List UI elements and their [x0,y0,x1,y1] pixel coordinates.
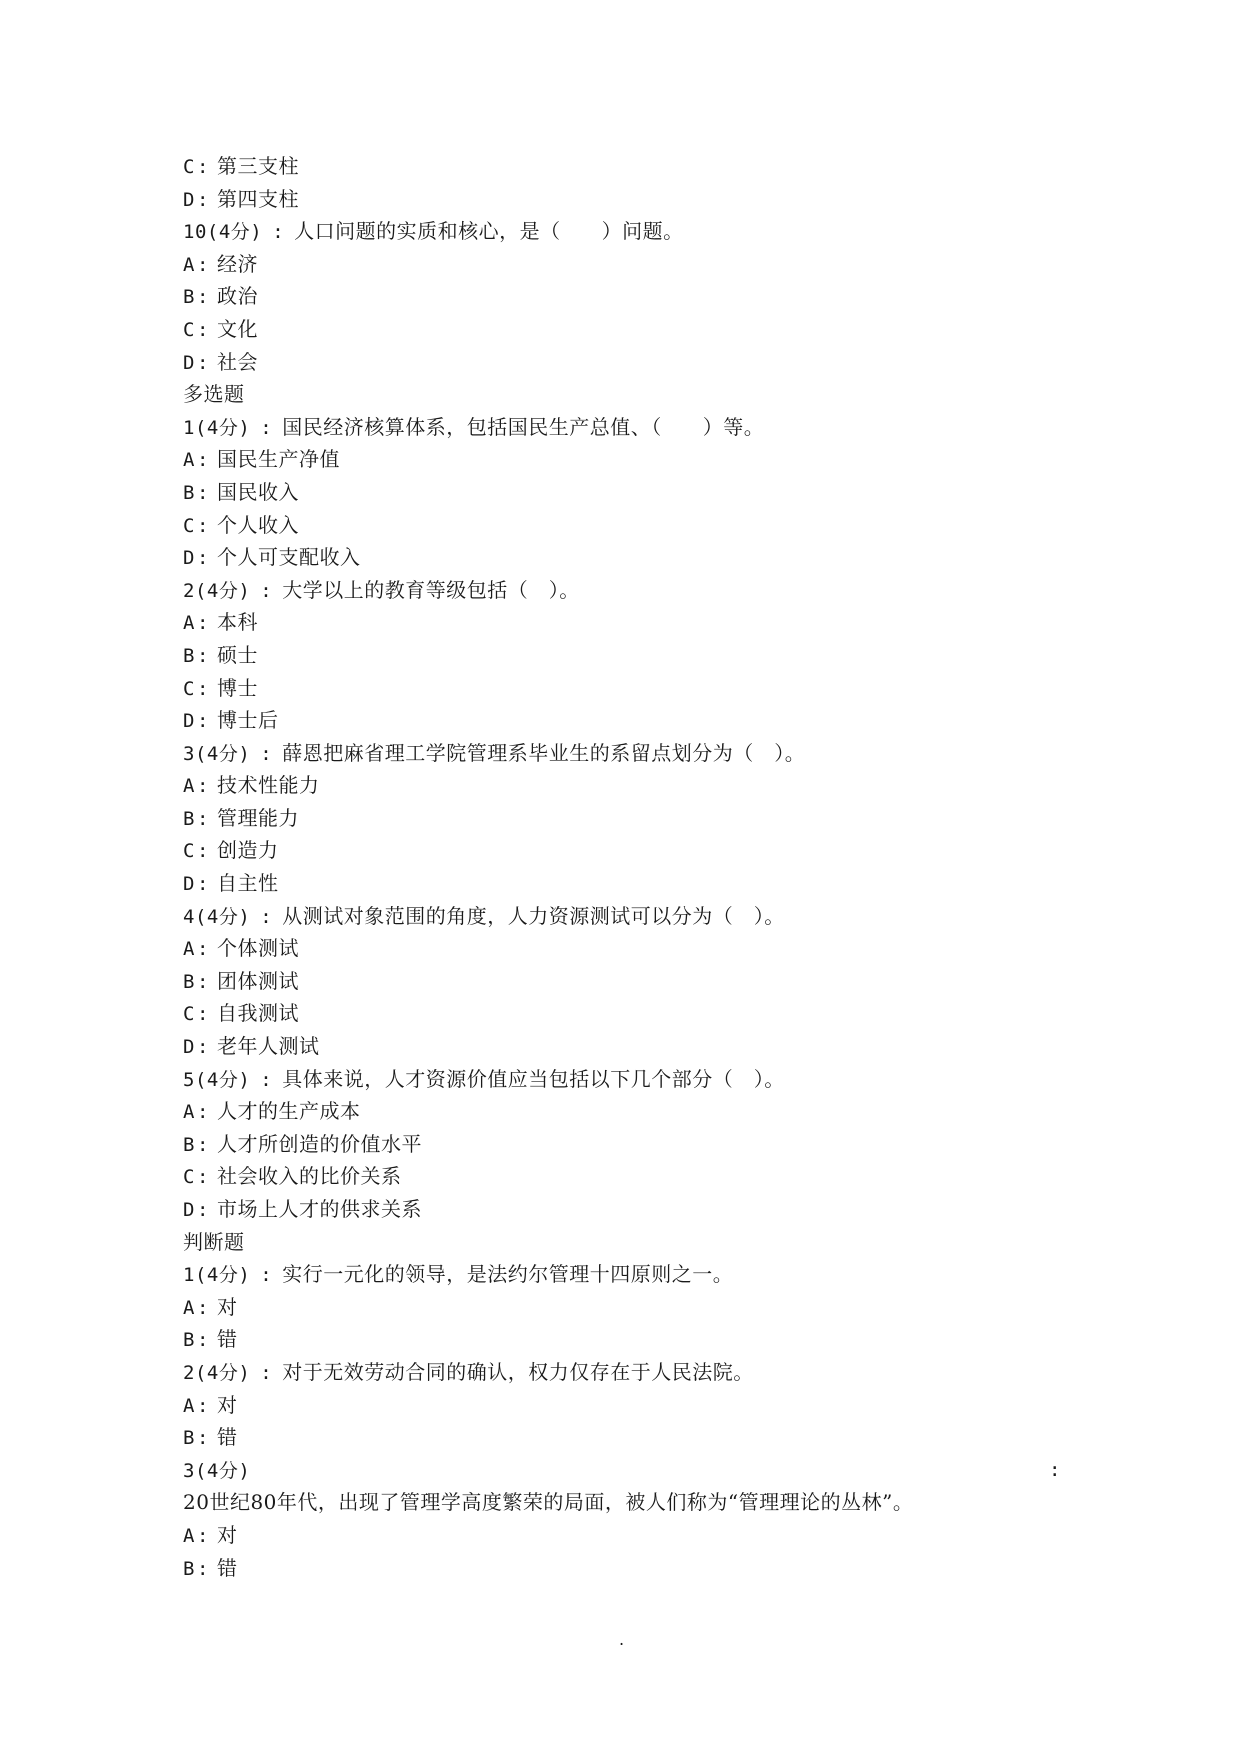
option-b [183,1128,1063,1161]
option-b [183,1552,1063,1585]
option-b [183,280,1063,313]
option-separator: : [197,351,209,374]
question-number: 10 [183,221,207,244]
question-judge-3 [183,1454,1063,1487]
question-separator: : [260,1068,273,1091]
option-letter: C [183,1003,195,1026]
option-text: 老年人测试 [217,1034,320,1059]
option-text: 自主性 [217,871,279,896]
option-a [183,1095,1063,1128]
option-separator: : [197,1166,209,1189]
question-number: 2 [183,1361,195,1384]
page-marker: . [619,1630,625,1649]
option-separator: : [197,873,209,896]
question-multi-1 [183,411,1063,444]
question-multi-4 [183,900,1063,933]
option-text: 错 [217,1425,238,1450]
option-letter: A [183,1524,195,1547]
question-multi-3 [183,737,1063,770]
option-d [183,704,1063,737]
question-text: 具体来说，人才资源价值应当包括以下几个部分（ ）。 [282,1066,785,1091]
option-separator: : [197,1036,209,1059]
question-text-wrapped: 20世纪80年代，出现了管理学高度繁荣的局面，被人们称为“管理理论的丛林”。 [183,1490,914,1515]
option-b [183,965,1063,998]
option-text: 错 [217,1555,238,1580]
option-letter: D [183,188,195,211]
option-separator: : [197,1296,209,1319]
option-c [183,672,1063,705]
option-letter: D [183,1199,195,1221]
question-separator: : [260,905,273,928]
option-letter: B [183,286,195,309]
option-text: 错 [217,1327,238,1352]
question-number: 1 [183,1264,195,1287]
option-letter: B [183,807,195,830]
option-c [183,313,1063,346]
option-d [183,541,1063,574]
option-letter: B [183,481,195,504]
option-a [183,606,1063,639]
question-separator: : [260,742,273,765]
question-text: 薛恩把麻省理工学院管理系毕业生的系留点划分为（ ）。 [282,740,806,765]
question-score: (4分) [206,221,263,244]
question-score: (4分) [194,1361,251,1384]
option-text: 文化 [217,316,258,341]
option-b [183,476,1063,509]
option-c [183,150,1063,183]
question-number: 3 [183,742,195,765]
option-separator: : [197,1003,209,1026]
option-separator: : [197,156,209,178]
option-letter: C [183,514,195,537]
question-score: (4分) [194,416,251,439]
question-text: 实行一元化的领导，是法约尔管理十四原则之一。 [282,1262,734,1287]
question-separator: : [260,1264,273,1287]
option-separator: : [197,644,209,667]
question-number: 1 [183,416,195,439]
option-separator: : [197,1427,209,1450]
option-c [183,997,1063,1030]
option-separator: : [197,318,209,341]
option-b [183,639,1063,672]
option-letter: D [183,547,195,570]
option-a [183,1291,1063,1324]
option-letter: A [183,253,195,276]
question-number: 4 [183,905,195,928]
option-separator: : [197,1394,209,1417]
question-separator: : [1049,1458,1061,1481]
option-letter: D [183,710,195,733]
option-a [183,443,1063,476]
option-letter: B [183,1557,195,1580]
option-text: 个人收入 [217,512,299,537]
option-b [183,1323,1063,1356]
question-text: 从测试对象范围的角度，人力资源测试可以分为（ ）。 [282,903,785,928]
option-text: 自我测试 [217,1001,299,1026]
option-letter: A [183,1101,195,1124]
option-letter: A [183,1394,195,1417]
option-d [183,867,1063,900]
option-separator: : [197,1557,209,1580]
question-text: 大学以上的教育等级包括（ ）。 [282,577,580,602]
option-letter: B [183,1427,195,1450]
option-text: 个体测试 [217,936,299,961]
option-letter: A [183,449,195,472]
option-a [183,248,1063,281]
question-score: (4分) [194,1459,251,1482]
option-letter: B [183,644,195,667]
question-score: (4分) [194,1068,251,1091]
option-letter: D [183,351,195,374]
option-text: 国民收入 [217,479,299,504]
option-letter: C [183,677,195,700]
option-separator: : [197,807,209,830]
question-judge-2 [183,1356,1063,1389]
question-score: (4分) [194,579,251,602]
option-a [183,769,1063,802]
option-text: 经济 [217,251,258,276]
option-letter: C [183,318,195,341]
option-separator: : [197,677,209,700]
option-text: 人才的生产成本 [217,1099,361,1124]
option-text: 社会 [217,349,258,374]
option-separator: : [197,286,209,309]
option-separator: : [197,253,209,276]
option-separator: : [197,970,209,993]
question-multi-2 [183,574,1063,607]
option-separator: : [197,514,209,537]
option-text: 社会收入的比价关系 [217,1164,402,1189]
question-separator: : [260,579,273,602]
option-text: 本科 [217,610,258,635]
option-separator: : [197,1524,209,1547]
question-number: 2 [183,579,195,602]
option-text: 对 [217,1294,238,1319]
option-letter: C [183,1166,195,1189]
question-10 [183,215,1063,248]
option-d [183,346,1063,379]
option-text: 博士 [217,675,258,700]
option-separator: : [197,1101,209,1124]
option-separator: : [197,1329,209,1352]
option-a [183,1389,1063,1422]
option-letter: D [183,873,195,896]
option-separator: : [197,612,209,635]
option-separator: : [197,1199,209,1221]
question-text: 国民经济核算体系，包括国民生产总值、（ ）等。 [282,414,765,439]
question-score: (4分) [194,1264,251,1287]
option-text: 团体测试 [217,968,299,993]
option-text: 硕士 [217,642,258,667]
option-letter: C [183,156,195,178]
option-text: 技术性能力 [217,773,320,798]
option-a [183,1519,1063,1552]
option-c [183,834,1063,867]
option-separator: : [197,775,209,798]
section-heading-multi-choice: 多选题 [183,382,245,407]
option-letter: D [183,1036,195,1059]
option-d [183,183,1063,216]
option-text: 对 [217,1392,238,1417]
option-letter: A [183,775,195,798]
option-letter: A [183,938,195,961]
option-text: 博士后 [217,708,279,733]
option-text: 管理能力 [217,805,299,830]
option-text: 创造力 [217,838,279,863]
option-b [183,802,1063,835]
option-text: 国民生产净值 [217,447,340,472]
question-multi-5 [183,1063,1063,1096]
option-letter: C [183,840,195,863]
question-number: 5 [183,1068,195,1091]
option-letter: A [183,612,195,635]
option-text: 对 [217,1522,238,1547]
option-text: 政治 [217,284,258,309]
option-separator: : [197,938,209,961]
option-text: 第四支柱 [217,186,299,211]
option-letter: A [183,1296,195,1319]
option-text: 人才所创造的价值水平 [217,1131,422,1156]
question-separator: : [260,1361,273,1384]
option-c [183,509,1063,542]
question-number: 3 [183,1459,195,1482]
question-text: 人口问题的实质和核心，是（ ）问题。 [294,219,684,244]
option-letter: B [183,1133,195,1156]
option-d [183,1030,1063,1063]
option-letter: B [183,1329,195,1352]
option-letter: B [183,970,195,993]
question-separator: : [260,416,273,439]
question-text: 对于无效劳动合同的确认，权力仅存在于人民法院。 [282,1359,754,1384]
option-a [183,932,1063,965]
question-score: (4分) [194,905,251,928]
option-d [183,1193,1063,1226]
section-heading-true-false: 判断题 [183,1229,245,1254]
option-text: 市场上人才的供求关系 [217,1197,422,1221]
option-separator: : [197,1133,209,1156]
option-text: 个人可支配收入 [217,545,361,570]
option-separator: : [197,188,209,211]
option-separator: : [197,840,209,863]
question-judge-1 [183,1258,1063,1291]
exam-content [183,150,1063,1584]
option-separator: : [197,710,209,733]
question-separator: : [272,221,285,244]
option-b [183,1421,1063,1454]
option-c [183,1160,1063,1193]
question-score: (4分) [194,742,251,765]
option-separator: : [197,481,209,504]
option-text: 第三支柱 [217,154,299,178]
option-separator: : [197,547,209,570]
option-separator: : [197,449,209,472]
